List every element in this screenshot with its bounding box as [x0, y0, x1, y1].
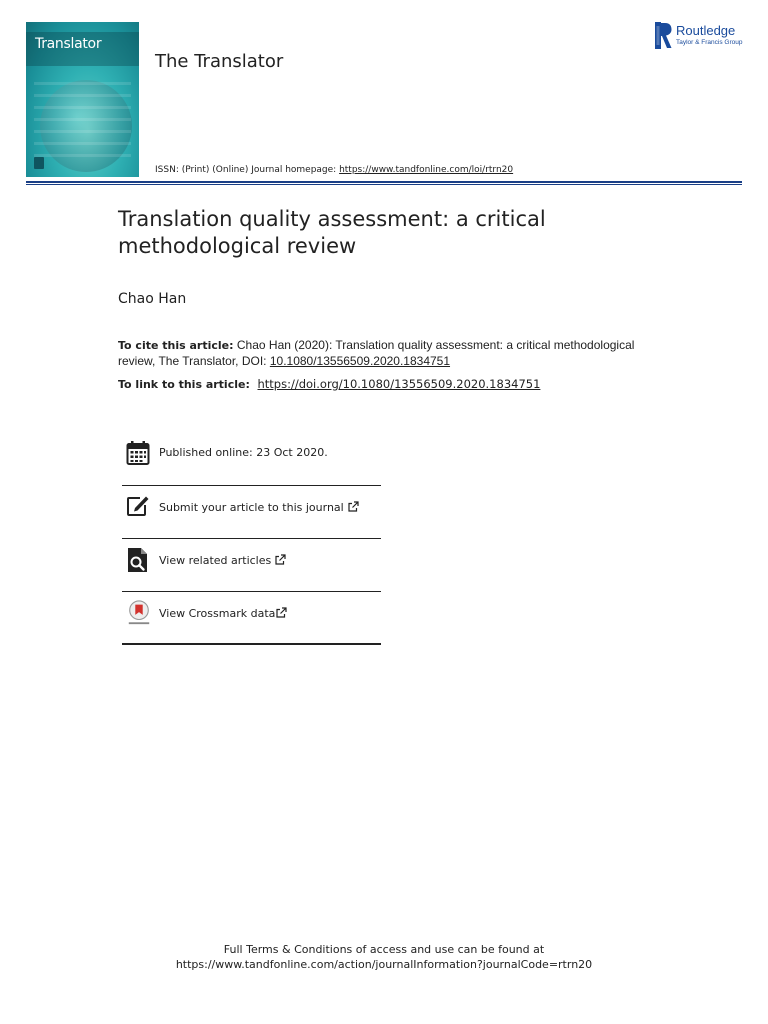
citation-doi-link[interactable]: 10.1080/13556509.2020.1834751 — [269, 353, 451, 368]
journal-title: The Translator — [155, 51, 284, 72]
citation-block — [118, 338, 658, 369]
cover-logo — [34, 157, 44, 169]
related-articles-link[interactable] — [122, 538, 381, 591]
article-title: Translation quality assessment: a critical methodological review — [118, 207, 546, 258]
routledge-logo-icon — [655, 22, 672, 49]
journal-cover — [26, 22, 139, 177]
publisher-subtitle: Taylor & Francis Group — [676, 39, 743, 46]
publisher-logo[interactable] — [655, 22, 745, 52]
search-document-icon — [126, 547, 150, 573]
issn-line — [155, 165, 513, 175]
article-link-line — [118, 377, 540, 391]
citation-text: Chao Han (2020): Translation quality assessment: a critical methodological review, The Translator, DOI: — [118, 338, 635, 368]
crossmark-link[interactable] — [122, 591, 381, 644]
crossmark-text: View Crossmark data — [159, 607, 276, 620]
header-divider-thin — [26, 184, 742, 185]
external-link-icon — [348, 501, 359, 512]
related-articles-label — [159, 554, 286, 567]
article-actions — [122, 432, 381, 644]
submit-article-label — [159, 501, 359, 514]
article-doi-link[interactable]: https://doi.org/10.1080/13556509.2020.1834751 — [257, 377, 541, 391]
cover-title: Translator — [35, 36, 102, 52]
submit-article-link[interactable] — [122, 485, 381, 538]
published-online-label: Published online: 23 Oct 2020. — [159, 446, 328, 459]
journal-homepage-link[interactable]: https://www.tandfonline.com/loi/rtrn20 — [339, 165, 514, 175]
crossmark-icon — [126, 600, 152, 626]
citation-label: To cite this article: — [118, 339, 234, 352]
article-author: Chao Han — [118, 291, 187, 307]
crossmark-label — [159, 607, 287, 620]
issn-text: ISSN: (Print) (Online) Journal homepage: — [155, 165, 340, 175]
publisher-name: Routledge — [676, 23, 736, 38]
footer-terms-link[interactable]: https://www.tandfonline.com/action/journalInformation?journalCode=rtrn20 — [175, 958, 593, 971]
external-link-icon — [276, 607, 287, 618]
calendar-icon — [126, 440, 150, 466]
footer-terms — [0, 942, 768, 972]
submit-article-text: Submit your article to this journal — [159, 501, 344, 514]
action-divider-bottom — [122, 643, 381, 645]
header-divider — [26, 181, 742, 183]
article-link-label: To link to this article: — [118, 378, 250, 391]
footer-terms-text: Full Terms & Conditions of access and use can be found at — [223, 943, 545, 956]
published-online-item — [122, 432, 381, 485]
edit-icon — [126, 493, 150, 519]
related-articles-text: View related articles — [159, 554, 272, 567]
cover-texture — [34, 82, 131, 162]
external-link-icon — [275, 554, 286, 565]
